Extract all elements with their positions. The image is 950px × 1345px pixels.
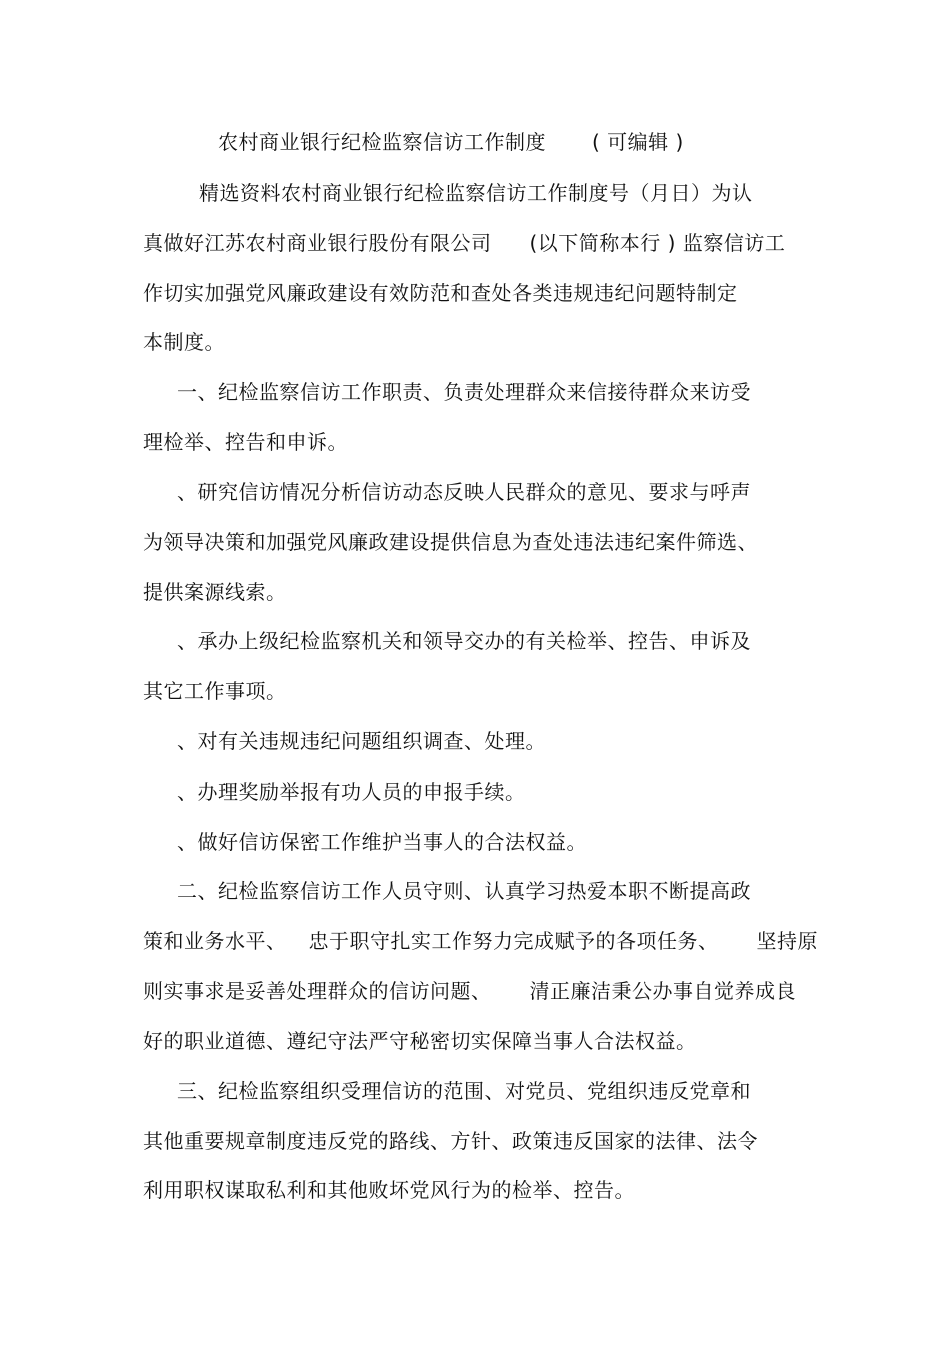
paragraph-line: 作切实加强党风廉政建设有效防范和查处各类违规违纪问题特制定 — [143, 281, 738, 305]
title-editable-note: ( 可编辑 ) — [592, 130, 684, 154]
section-heading-line: 二、纪检监察信访工作人员守则、认真学习热爱本职不断提高政 — [177, 879, 751, 903]
list-item-line: 、办理奖励举报有功人员的申报手续。 — [177, 780, 526, 804]
paragraph-line: 理检举、控告和申诉。 — [143, 430, 348, 454]
paragraph-line: 利用职权谋取私利和其他败坏党风行为的检举、控告。 — [143, 1178, 635, 1202]
list-item-line: 、研究信访情况分析信访动态反映人民群众的意见、要求与呼声 — [177, 480, 751, 504]
paragraph-segment: 真做好江苏农村商业银行股份有限公司 — [143, 231, 492, 255]
paragraph-line — [143, 976, 796, 1006]
paragraph-line: 其它工作事项。 — [143, 679, 287, 703]
paragraph-segment: 则实事求是妥善处理群众的信访问题、 — [143, 979, 492, 1003]
paragraph-line: 精选资料农村商业银行纪检监察信访工作制度号（月日）为认 — [199, 181, 753, 205]
paragraph-line — [143, 926, 818, 956]
paragraph-line: 提供案源线索。 — [143, 580, 287, 604]
document-title — [218, 127, 684, 157]
paragraph-line: 为领导决策和加强党风廉政建设提供信息为查处违法违纪案件筛选、 — [143, 530, 758, 554]
paragraph-segment: (以下简称本行 ) 监察信访工 — [529, 231, 786, 255]
paragraph-segment: 忠于职守扎实工作努力完成赋予的各项任务、 — [308, 929, 719, 953]
paragraph-segment: 坚持原 — [756, 929, 818, 953]
list-item-line: 、承办上级纪检监察机关和领导交办的有关检举、控告、申诉及 — [177, 629, 751, 653]
title-text: 农村商业银行纪检监察信访工作制度 — [218, 130, 546, 154]
paragraph-line: 本制度。 — [143, 330, 225, 354]
paragraph-segment: 清正廉洁秉公办事自觉养成良 — [529, 979, 796, 1003]
paragraph-segment: 策和业务水平、 — [143, 929, 287, 953]
section-heading-line: 一、纪检监察信访工作职责、负责处理群众来信接待群众来访受 — [177, 380, 751, 404]
paragraph-line: 其他重要规章制度违反党的路线、方针、政策违反国家的法律、法令 — [143, 1129, 758, 1153]
paragraph-line — [143, 228, 785, 258]
section-heading-line: 三、纪检监察组织受理信访的范围、对党员、党组织违反党章和 — [177, 1079, 751, 1103]
list-item-line: 、做好信访保密工作维护当事人的合法权益。 — [177, 830, 587, 854]
paragraph-line: 好的职业道德、遵纪守法严守秘密切实保障当事人合法权益。 — [143, 1029, 697, 1053]
list-item-line: 、对有关违规违纪问题组织调查、处理。 — [177, 729, 546, 753]
